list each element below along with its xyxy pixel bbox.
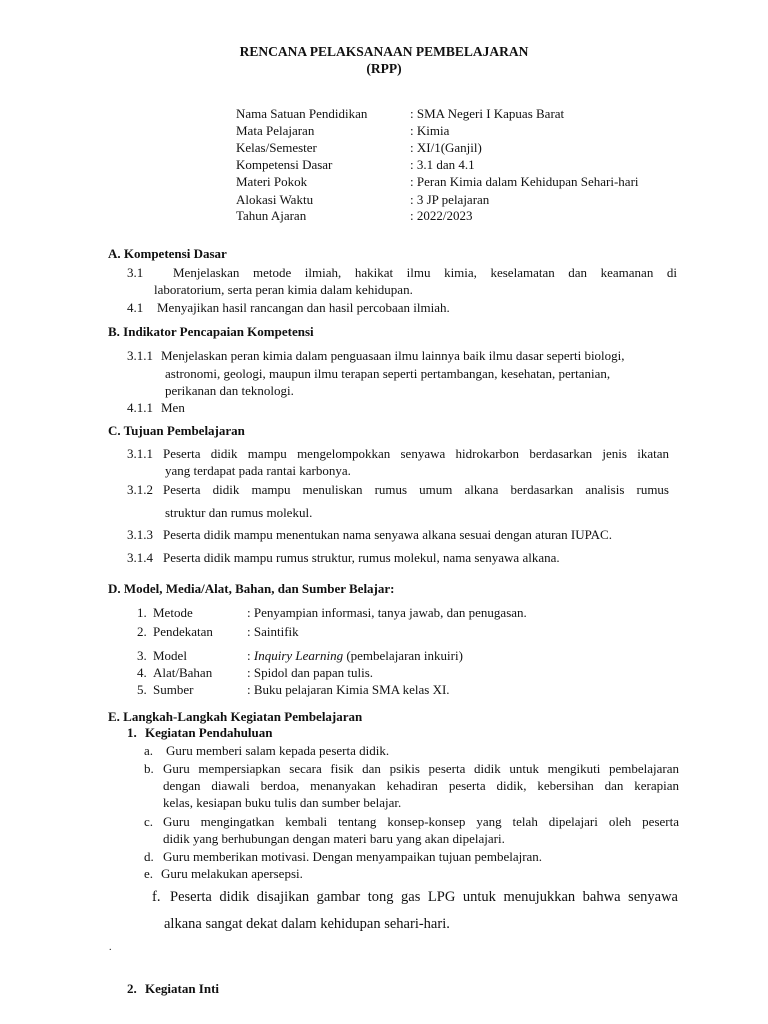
section-b-heading: B. Indikator Pencapaian Kompetensi bbox=[108, 324, 314, 339]
section-e-heading: E. Langkah-Langkah Kegiatan Pembelajaran bbox=[108, 709, 363, 724]
resource-value: : Saintifik bbox=[247, 624, 299, 639]
list-item-number: c. bbox=[144, 814, 154, 829]
list-item-text: Menjelaskan metode ilmiah, hakikat ilmu kimia, keselamatan dan keamanan di bbox=[173, 265, 677, 280]
identity-label: Kelas/Semester bbox=[236, 140, 317, 155]
list-item-number: 3.1.3 bbox=[127, 527, 153, 542]
identity-value: : 3.1 dan 4.1 bbox=[410, 157, 475, 172]
document-title: RENCANA PELAKSANAAN PEMBELAJARAN bbox=[239, 44, 529, 59]
list-item-number: 3. bbox=[137, 648, 147, 663]
list-item-text: astronomi, geologi, maupun ilmu terapan seperti pertambangan, kesehatan, pertanian, bbox=[165, 366, 611, 381]
resource-value: : Penyampian informasi, tanya jawab, dan penugasan. bbox=[247, 605, 527, 620]
list-item-text: Menyajikan hasil rancangan dan hasil percobaan ilmiah. bbox=[157, 300, 450, 315]
identity-label: Mata Pelajaran bbox=[236, 123, 315, 138]
identity-label: Kompetensi Dasar bbox=[236, 157, 333, 172]
list-item-number: e. bbox=[144, 866, 154, 881]
list-item-text: Peserta didik mampu menuliskan rumus umum alkana berdasarkan analisis rumus bbox=[163, 482, 669, 497]
identity-value: : 2022/2023 bbox=[410, 208, 473, 223]
identity-label: Alokasi Waktu bbox=[236, 192, 314, 207]
identity-label: Materi Pokok bbox=[236, 174, 308, 189]
list-item-number: d. bbox=[144, 849, 154, 864]
stray-mark: . bbox=[109, 942, 112, 953]
list-item-text: Men bbox=[161, 400, 185, 415]
identity-value: : Peran Kimia dalam Kehidupan Sehari-hari bbox=[410, 174, 639, 189]
resource-label: Metode bbox=[153, 605, 193, 620]
list-item-number: 1. bbox=[137, 605, 147, 620]
list-item-text: Guru melakukan apersepsi. bbox=[161, 866, 303, 881]
list-item-number: 3.1.4 bbox=[127, 550, 153, 565]
resource-value: : Buku pelajaran Kimia SMA kelas XI. bbox=[247, 682, 450, 697]
identity-value: : SMA Negeri I Kapuas Barat bbox=[410, 106, 565, 121]
list-item-text: kelas, kesiapan buku tulis dan sumber belajar. bbox=[163, 795, 402, 810]
list-item-text: Peserta didik mampu rumus struktur, rumus molekul, nama senyawa alkana. bbox=[163, 550, 560, 565]
list-item-text: Peserta didik mampu mengelompokkan senyawa hidrokarbon berdasarkan jenis ikatan bbox=[163, 446, 669, 461]
resource-label: Pendekatan bbox=[153, 624, 213, 639]
list-item-number: b. bbox=[144, 761, 154, 776]
list-item-text: Guru memberi salam kepada peserta didik. bbox=[166, 743, 390, 758]
list-item-number: 3.1.2 bbox=[127, 482, 153, 497]
list-item-text: Guru memberikan motivasi. Dengan menyampaikan tujuan pembelajran. bbox=[163, 849, 543, 864]
list-item-number: a. bbox=[144, 743, 154, 758]
list-item-text: didik yang berhubungan dengan materi baru yang akan dipelajari. bbox=[163, 831, 505, 846]
identity-label: Nama Satuan Pendidikan bbox=[236, 106, 368, 121]
list-item-number: 5. bbox=[137, 682, 147, 697]
section-a-heading: A. Kompetensi Dasar bbox=[108, 246, 227, 261]
resource-value bbox=[247, 648, 463, 664]
resource-label: Sumber bbox=[153, 682, 194, 697]
list-item-number: 4. bbox=[137, 665, 147, 680]
list-item-text: Guru mengingatkan kembali tentang konsep-konsep yang telah dipelajari oleh peserta bbox=[163, 814, 679, 829]
section-c-heading: C. Tujuan Pembelajaran bbox=[108, 423, 245, 438]
list-item-number: 3.1.1 bbox=[127, 446, 153, 461]
resource-label: Model bbox=[153, 648, 187, 663]
model-name: Inquiry Learning bbox=[253, 648, 344, 663]
resource-value-suffix: (pembelajaran inkuiri) bbox=[343, 648, 463, 663]
subsection-title: Kegiatan Inti bbox=[145, 981, 220, 996]
list-item-number: 4.1.1 bbox=[127, 400, 153, 415]
list-item-text: dengan diawali berdoa, menanyakan kehadiran peserta didik, kebersihan dan kerapian bbox=[163, 778, 679, 793]
subsection-title: Kegiatan Pendahuluan bbox=[145, 725, 273, 740]
identity-label: Tahun Ajaran bbox=[236, 208, 307, 223]
list-item-number: 2. bbox=[137, 624, 147, 639]
list-item-text: Menjelaskan peran kimia dalam penguasaan ilmu lainnya baik ilmu dasar seperti biologi, bbox=[161, 348, 625, 363]
list-item-text: yang terdapat pada rantai karbonya. bbox=[165, 463, 351, 478]
resource-value-prefix: : bbox=[247, 648, 254, 663]
list-item-number: f. bbox=[152, 889, 161, 905]
list-item-text: struktur dan rumus molekul. bbox=[165, 505, 313, 520]
list-item-text: Peserta didik mampu menentukan nama senyawa alkana sesuai dengan aturan IUPAC. bbox=[163, 527, 612, 542]
list-item-text: perikanan dan teknologi. bbox=[165, 383, 294, 398]
subsection-number: 1. bbox=[127, 725, 137, 740]
list-item-number: 4.1 bbox=[127, 300, 144, 315]
list-item-number: 3.1 bbox=[127, 265, 144, 280]
list-item-number: 3.1.1 bbox=[127, 348, 153, 363]
subsection-number: 2. bbox=[127, 981, 137, 996]
resource-value: : Spidol dan papan tulis. bbox=[247, 665, 374, 680]
list-item-text: Guru mempersiapkan secara fisik dan psikis peserta didik untuk mengikuti pembelajaran bbox=[163, 761, 679, 776]
identity-value: : Kimia bbox=[410, 123, 450, 138]
list-item-text: laboratorium, serta peran kimia dalam kehidupan. bbox=[154, 282, 413, 297]
document-subtitle: (RPP) bbox=[366, 61, 402, 76]
section-d-heading: D. Model, Media/Alat, Bahan, dan Sumber Belajar: bbox=[108, 581, 395, 596]
identity-value: : XI/1(Ganjil) bbox=[410, 140, 482, 155]
resource-label: Alat/Bahan bbox=[153, 665, 213, 680]
identity-value: : 3 JP pelajaran bbox=[410, 192, 490, 207]
list-item-text: alkana sangat dekat dalam kehidupan sehari-hari. bbox=[164, 916, 450, 932]
list-item-text: Peserta didik disajikan gambar tong gas LPG untuk menujukkan bahwa senyawa bbox=[170, 889, 678, 905]
